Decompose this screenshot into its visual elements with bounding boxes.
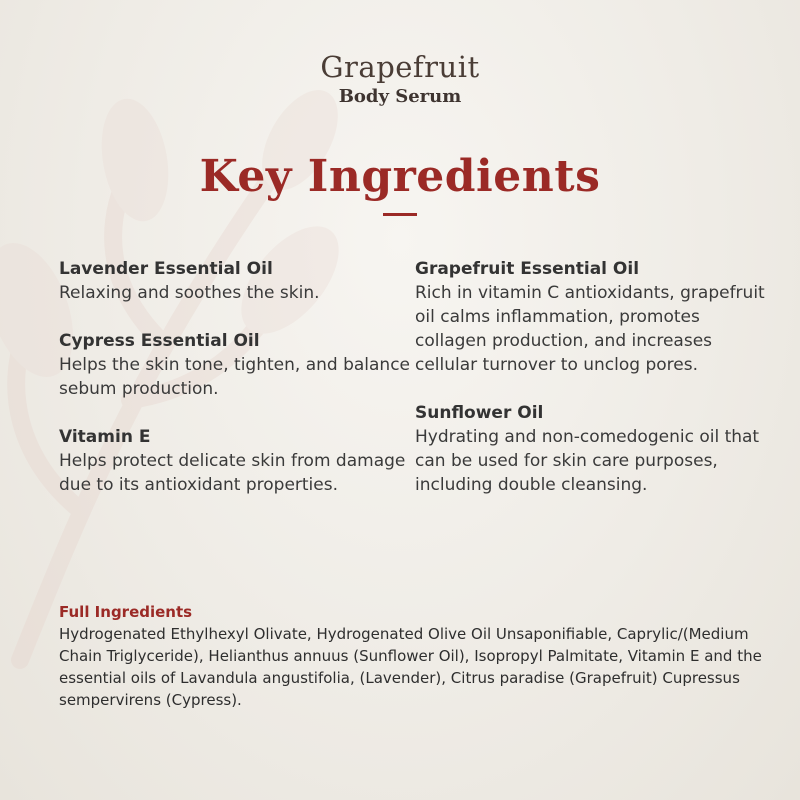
product-header xyxy=(0,50,800,110)
ingredient-name: Vitamin E xyxy=(59,427,151,447)
ingredient-name: Cypress Essential Oil xyxy=(59,331,260,351)
ingredient-item xyxy=(415,401,775,497)
ingredients-left-column xyxy=(59,257,419,521)
ingredient-description: Hydrating and non-comedogenic oil that can be used for skin care purposes, including double cleansing. xyxy=(415,427,760,495)
ingredient-item xyxy=(59,425,419,497)
ingredient-item xyxy=(59,257,419,305)
ingredient-name: Grapefruit Essential Oil xyxy=(415,259,640,279)
ingredient-name: Lavender Essential Oil xyxy=(59,259,273,279)
full-ingredients-section xyxy=(59,601,779,711)
full-ingredients-text: Hydrogenated Ethylhexyl Olivate, Hydrogenated Olive Oil Unsaponifiable, Caprylic/(Medium Chain Triglyceride), Helianthus annuus (Sunflower Oil), Isopropyl Palmitate, Vitamin E and the essential oils of Lavandula angustifolia, (Lavender), Citrus paradise (Grapefruit) Cupressus sempervirens (Cypress). xyxy=(59,625,762,709)
full-ingredients-title: Full Ingredients xyxy=(59,603,193,621)
ingredient-description: Rich in vitamin C antioxidants, grapefruit oil calms inflammation, promotes collagen production, and increases cellular turnover to unclog pores. xyxy=(415,283,765,375)
page-title: Key Ingredients xyxy=(199,151,601,202)
brand-name: Grapefruit xyxy=(320,50,480,84)
ingredient-item xyxy=(415,257,775,377)
ingredient-description: Helps protect delicate skin from damage due to its antioxidant properties. xyxy=(59,451,406,495)
product-name: Body Serum xyxy=(338,86,462,107)
ingredient-item xyxy=(59,329,419,401)
ingredient-name: Sunflower Oil xyxy=(415,403,544,423)
ingredient-description: Relaxing and soothes the skin. xyxy=(59,283,320,303)
title-divider xyxy=(383,213,417,216)
ingredient-description: Helps the skin tone, tighten, and balance sebum production. xyxy=(59,355,411,399)
ingredients-right-column xyxy=(415,257,775,521)
